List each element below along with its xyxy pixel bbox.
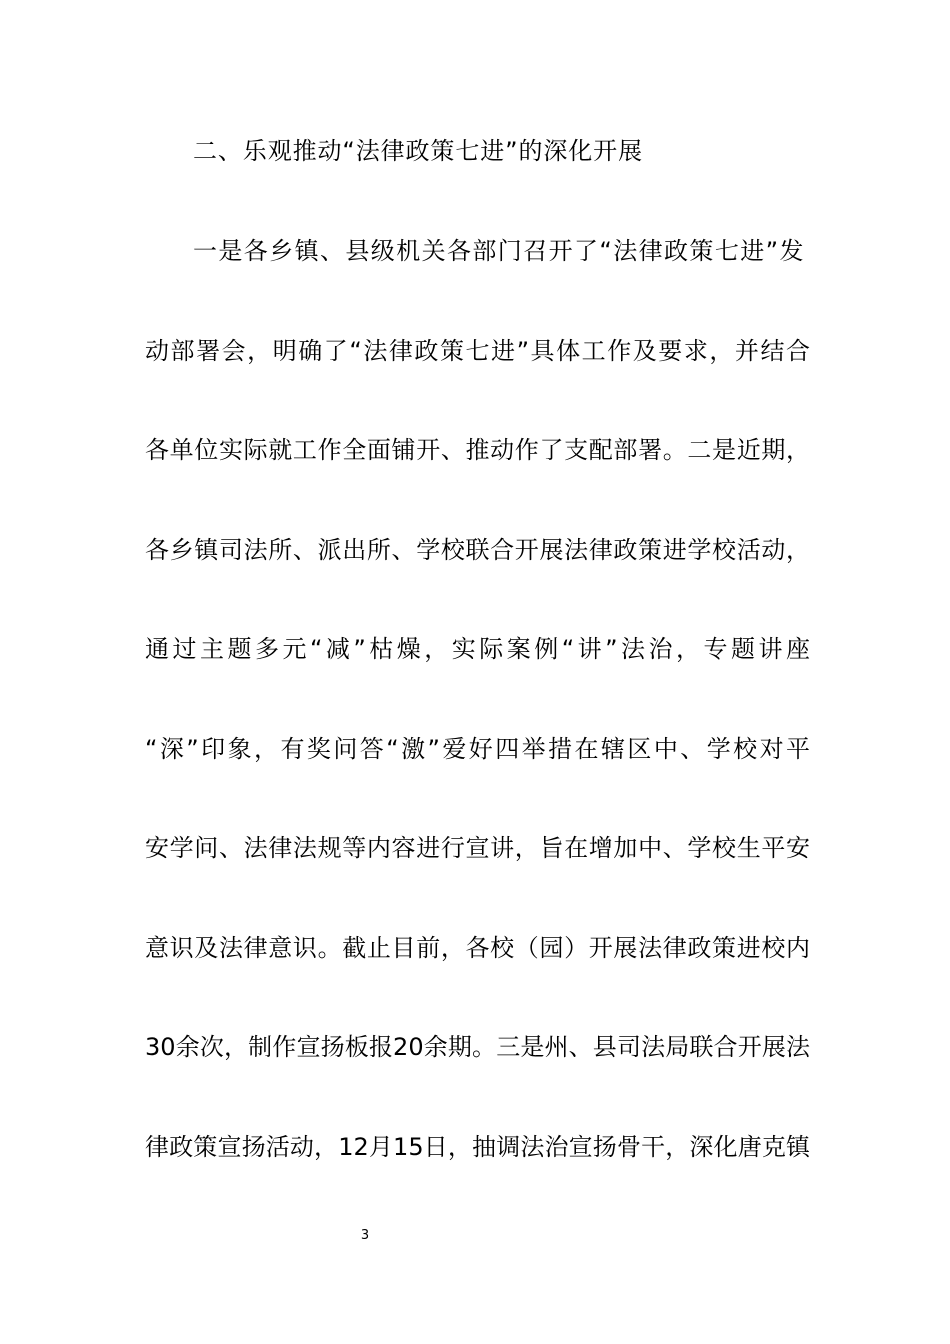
paragraph-line: 动部署会，明确了“法律政策七进”具体工作及要求，并结合: [145, 337, 810, 365]
paragraph-line: 各单位实际就工作全面铺开、推动作了支配部署。二是近期，: [145, 436, 810, 464]
paragraph-line: 律政策宣扬活动，12月15日，抽调法治宣扬骨干，深化唐克镇: [145, 1133, 810, 1161]
paragraph-line: 意识及法律意识。截止目前，各校（园）开展法律政策进校内: [145, 934, 810, 962]
paragraph-line: 30余次，制作宣扬板报20余期。三是州、县司法局联合开展法: [145, 1033, 810, 1061]
paragraph-line: 一是各乡镇、县级机关各部门召开了“法律政策七进”发: [193, 237, 805, 265]
page-number: 3: [360, 1228, 370, 1243]
paragraph-line: 安学问、法律法规等内容进行宣讲，旨在增加中、学校生平安: [145, 834, 810, 862]
paragraph-line: 通过主题多元“减”枯燥，实际案例“讲”法治，专题讲座: [145, 635, 810, 663]
paragraph-line: 各乡镇司法所、派出所、学校联合开展法律政策进学校活动，: [145, 536, 810, 564]
paragraph-line: “深”印象，有奖问答“激”爱好四举措在辖区中、学校对平: [145, 735, 810, 763]
section-heading: 二、乐观推动“法律政策七进”的深化开展: [193, 137, 643, 165]
